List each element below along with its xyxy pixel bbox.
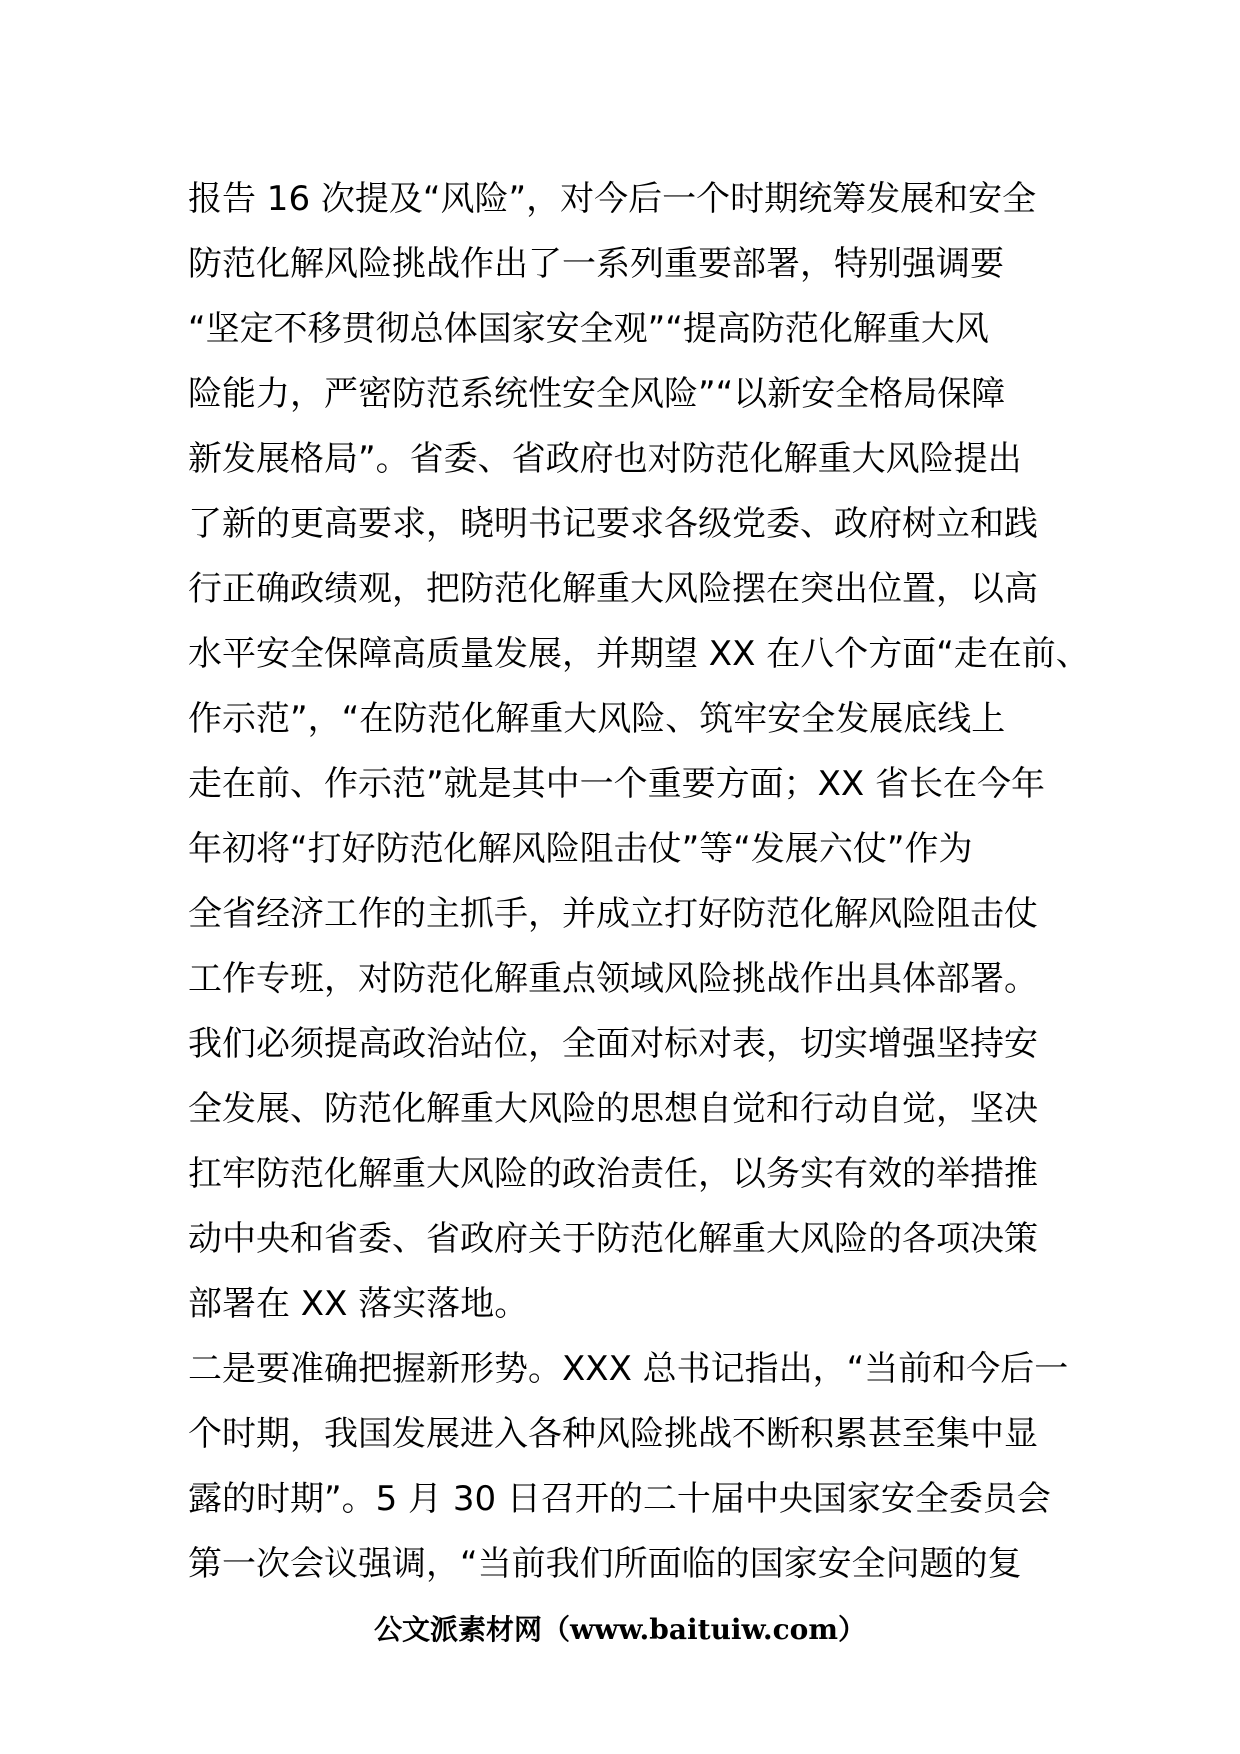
text-line: 工作专班，对防范化解重点领域风险挑战作出具体部署。	[188, 959, 1038, 999]
text-line: 了新的更高要求，晓明书记要求各级党委、政府树立和践	[188, 504, 1038, 544]
text-line: 露的时期”。5 月 30 日召开的二十届中央国家安全委员会	[188, 1479, 1051, 1519]
text-line: 险能力，严密防范系统性安全风险”“以新安全格局保障	[188, 374, 1006, 414]
text-line: 动中央和省委、省政府关于防范化解重大风险的各项决策	[188, 1219, 1038, 1259]
footer-watermark: 公文派素材网（www.baituiw.com）	[374, 1613, 866, 1646]
text-line: 部署在 XX 落实落地。	[188, 1284, 529, 1324]
text-line: 全发展、防范化解重大风险的思想自觉和行动自觉，坚决	[188, 1089, 1038, 1129]
text-line: 年初将“打好防范化解风险阻击仗”等“发展六仗”作为	[188, 829, 973, 869]
text-line: 作示范”，“在防范化解重大风险、筑牢安全发展底线上	[188, 699, 1006, 739]
text-line: 我们必须提高政治站位，全面对标对表，切实增强坚持安	[188, 1024, 1038, 1064]
text-line: 扛牢防范化解重大风险的政治责任，以务实有效的举措推	[188, 1154, 1038, 1194]
text-line: 个时期，我国发展进入各种风险挑战不断积累甚至集中显	[188, 1414, 1038, 1454]
text-line: 二是要准确把握新形势。XXX 总书记指出，“当前和今后一	[188, 1349, 1069, 1389]
text-line: 防范化解风险挑战作出了一系列重要部署，特别强调要	[188, 244, 1004, 284]
text-line: 全省经济工作的主抓手，并成立打好防范化解风险阻击仗	[188, 894, 1038, 934]
text-line: 新发展格局”。省委、省政府也对防范化解重大风险提出	[188, 439, 1022, 479]
document-body	[188, 167, 1090, 1597]
text-line: 行正确政绩观，把防范化解重大风险摆在突出位置，以高	[188, 569, 1038, 609]
text-line: 第一次会议强调，“当前我们所面临的国家安全问题的复	[188, 1544, 1022, 1584]
text-line: “坚定不移贯彻总体国家安全观”“提高防范化解重大风	[188, 309, 989, 349]
text-line: 报告 16 次提及“风险”，对今后一个时期统筹发展和安全	[188, 179, 1037, 219]
text-line: 走在前、作示范”就是其中一个重要方面；XX 省长在今年	[188, 764, 1046, 804]
text-line: 水平安全保障高质量发展，并期望 XX 在八个方面“走在前、	[188, 634, 1090, 674]
